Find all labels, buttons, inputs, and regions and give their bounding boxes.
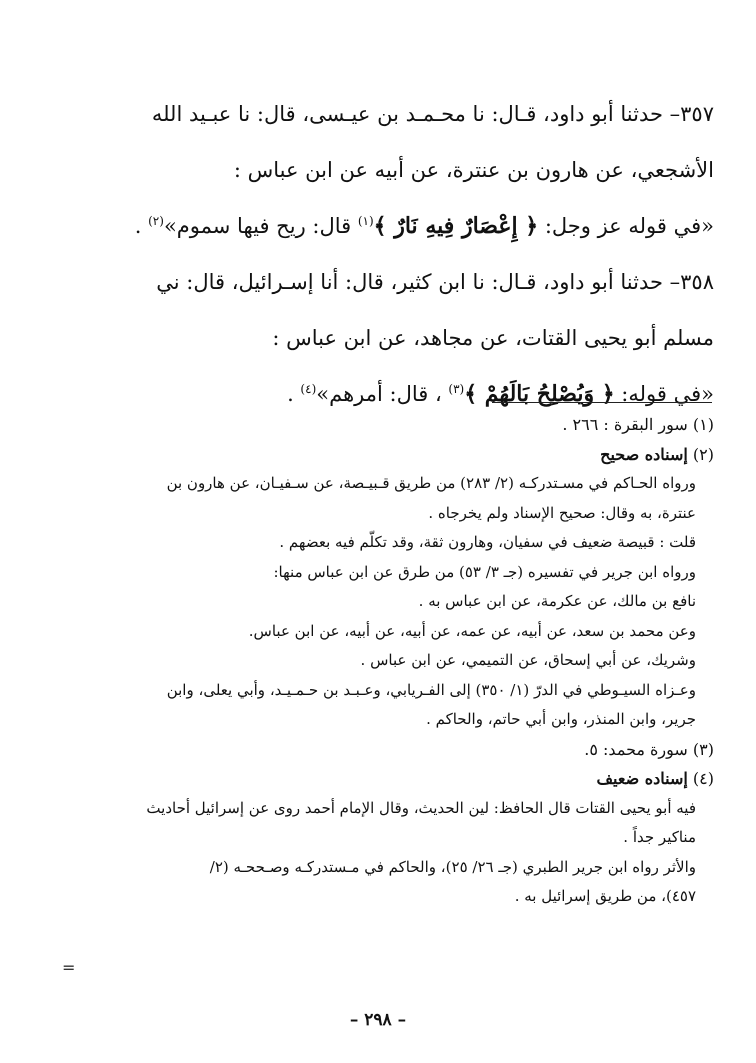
continuation-mark: = [62,958,76,977]
footnote-2-title: إسناده صحيح [600,444,688,464]
footnote-2-line: قلت : قبيصة ضعيف في سفيان، وهارون ثقة، وقد تكلّم فيه بعضهم . [279,533,696,551]
quote-end: . [287,382,301,406]
footnotes [80,410,714,912]
footnote-2-line: ورواه الحـاكم في مسـتدركـه (٢/ ٢٨٣) من طريق قـبيـصة، عن سـفيـان، عن هارون بن [166,474,696,492]
main-text [84,86,714,422]
hadith-357-line-1: ٣٥٧– حدثنا أبو داود، قـال: نا محـمـد بن عيـسى، قال: نا عبـيد الله [151,102,714,126]
footnote-2-line: عنترة، به وقال: صحيح الإسناد ولم يخرجاه . [428,503,696,522]
quote-end: . [134,214,149,238]
page-number: – ٢٩٨ – [349,1010,407,1030]
footnote-4-number: (٤) [692,769,714,788]
footnote-marker: (١) [357,214,374,228]
footnote-2-line: وعن محمد بن سعد، عن أبيه، عن عمه، عن أبيه، عن أبيه، عن ابن عباس. [248,621,696,640]
footnote-4-line: والأثر رواه ابن جرير الطبري (جـ ٢٦/ ٢٥)، والحاكم في مـستدركـه وصـححـه (٢/ [209,857,696,876]
quran-verse: ﴿ وَيُصْلِحُ بَالَهُمْ ﴾ [464,381,615,407]
hadith-357-quote [84,198,714,254]
footnote-separator [492,402,712,403]
quote-text: قال: ريح فيها سموم» [163,214,358,238]
quote-text: ، قال: أمرهم» [316,382,449,406]
footnote-2-line: وشريك، عن أبي إسحاق، عن التميمي، عن ابن عباس . [360,651,696,669]
footnote-marker: (٤) [300,382,317,396]
hadith-358-line-1: ٣٥٨– حدثنا أبو داود، قـال: نا ابن كثير، قال: أنا إسـرائيل، قال: ني [156,270,714,294]
footnote-marker: (٢) [148,214,164,228]
quote-intro: «في قوله: [614,382,714,406]
hadith-357-line-2: الأشجعي، عن هارون بن عنترة، عن أبيه عن ابن عباس : [233,158,714,182]
footnote-4-heading [80,764,714,794]
hadith-358-line-2: مسلم أبو يحيى القتات، عن مجاهد، عن ابن عباس : [272,326,714,350]
footnote-4-title: إسناده ضعيف [596,769,688,788]
footnote-2-heading [80,440,714,470]
footnote-4-line: فيه أبو يحيى القتات قال الحافظ: لين الحديث، وقال الإمام أحمد روى عن إسرائيل أحاديث [146,798,696,817]
quran-verse: ﴿ إِعْصَارٌ فِيهِ نَارٌ ﴾ [373,213,539,239]
quote-intro: «في قوله عز وجل: [538,214,714,238]
footnote-2-line: نافع بن مالك، عن عكرمة، عن ابن عباس به . [418,592,696,610]
footnote-marker: (٣) [448,382,465,396]
footnote-2-number: (٢) [692,444,714,464]
footnote-1: (١) سور البقرة : ٢٦٦ . [562,415,714,434]
footnote-4-line: مناكير جداً . [623,828,696,846]
footnote-2-line: ورواه ابن جرير في تفسيره (جـ ٣/ ٥٣) من طرق عن ابن عباس منها: [273,562,696,581]
footnote-2-line: جرير، وابن المنذر، وابن أبي حاتم، والحاكم . [426,710,696,728]
footnote-4-line: ٤٥٧)، من طريق إسرائيل به . [514,887,696,905]
footnote-3: (٣) سورة محمد: ٥. [584,739,714,759]
footnote-2-line: وعـزاه السيـوطي في الدرّ (١/ ٣٥٠) إلى الفـريابي، وعـبـد بن حـمـيـد، وأبي يعلى، وابن [166,680,696,699]
